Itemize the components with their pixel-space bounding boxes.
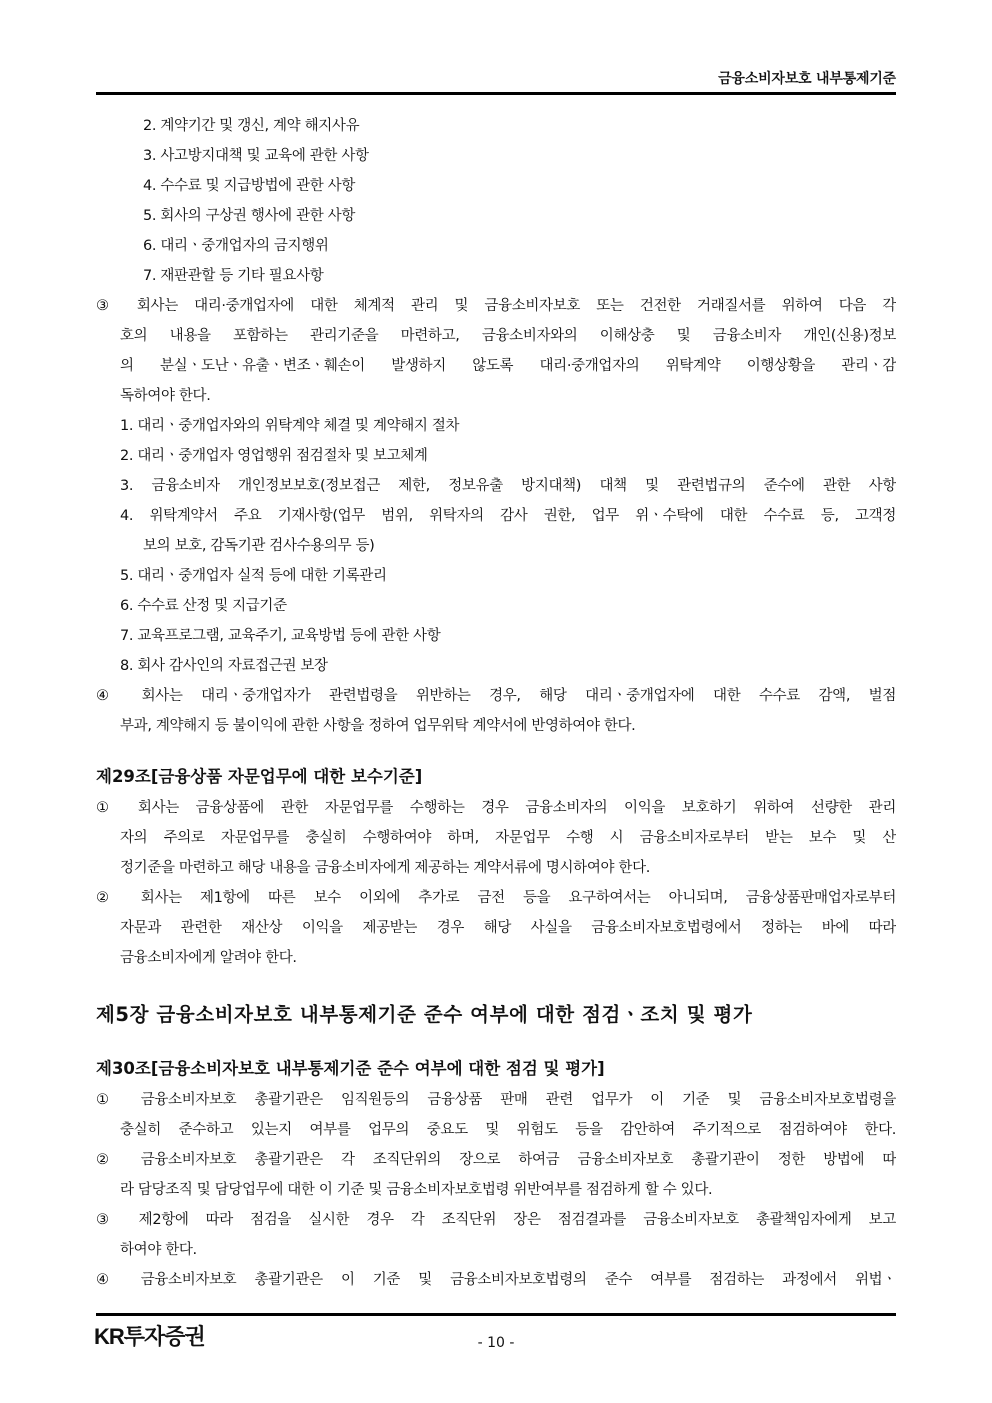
header-divider — [96, 92, 896, 95]
text-line: 의 분실ㆍ도난ㆍ유출ㆍ변조ㆍ훼손이 발생하지 않도록 대리·중개업자의 위탁계약 이행상황을 관리ㆍ감 — [120, 358, 896, 374]
text-line: 부과, 계약해지 등 불이익에 관한 사항을 정하여 업무위탁 계약서에 반영하여야 한다. — [120, 718, 636, 734]
spacer — [96, 741, 896, 761]
document-body — [96, 111, 896, 1295]
text-line: ① 금융소비자보호 총괄기관은 임직원등의 금융상품 판매 관련 업무가 이 기준 및 금융소비자보호법령을 — [96, 1092, 896, 1108]
text-line: 보의 보호, 감독기관 검사수용의무 등) — [143, 538, 375, 554]
text-line: 충실히 준수하고 있는지 여부를 업무의 중요도 및 위험도 등을 감안하여 주기적으로 점검하여야 한다. — [120, 1122, 896, 1138]
text-line: 7. 재판관할 등 기타 필요사항 — [143, 268, 324, 284]
text-line: 4. 위탁계약서 주요 기재사항(업무 범위, 위탁자의 감사 권한, 업무 위ㆍ수탁에 대한 수수료 등, 고객정 — [120, 508, 896, 524]
text-line: 2. 계약기간 및 갱신, 계약 해지사유 — [143, 118, 360, 134]
text-line: 하여야 한다. — [120, 1242, 197, 1258]
page-number: - 10 - — [477, 1335, 515, 1351]
article-heading: 제29조[금융상품 자문업무에 대한 보수기준] — [96, 767, 423, 786]
text-line: 독하여야 한다. — [120, 388, 211, 404]
text-line: 정기준을 마련하고 해당 내용을 금융소비자에게 제공하는 계약서류에 명시하여야 한다. — [120, 860, 650, 876]
spacer — [96, 973, 896, 993]
article-heading: 제30조[금융소비자보호 내부통제기준 준수 여부에 대한 점검 및 평가] — [96, 1059, 605, 1078]
text-line: 5. 대리ㆍ중개업자 실적 등에 대한 기록관리 — [120, 568, 387, 584]
text-line: 4. 수수료 및 지급방법에 관한 사항 — [143, 178, 355, 194]
text-line: 3. 사고방지대책 및 교육에 관한 사항 — [143, 148, 369, 164]
text-line: 5. 회사의 구상권 행사에 관한 사항 — [143, 208, 355, 224]
text-line: 호의 내용을 포함하는 관리기준을 마련하고, 금융소비자와의 이해상충 및 금융소비자 개인(신용)정보 — [120, 328, 896, 344]
spacer — [96, 1037, 896, 1053]
text-line: ① 회사는 금융상품에 관한 자문업무를 수행하는 경우 금융소비자의 이익을 보호하기 위하여 선량한 관리 — [96, 800, 896, 816]
text-line: ② 금융소비자보호 총괄기관은 각 조직단위의 장으로 하여금 금융소비자보호 총괄기관이 정한 방법에 따 — [96, 1152, 896, 1168]
text-line: ③ 제2항에 따라 점검을 실시한 경우 각 조직단위 장은 점검결과를 금융소비자보호 총괄책임자에게 보고 — [96, 1212, 896, 1228]
text-line: ④ 회사는 대리ㆍ중개업자가 관련법령을 위반하는 경우, 해당 대리ㆍ중개업자에 대한 수수료 감액, 벌점 — [96, 688, 896, 704]
text-line: 라 담당조직 및 담당업무에 대한 이 기준 및 금융소비자보호법령 위반여부를 점검하게 할 수 있다. — [120, 1182, 713, 1198]
text-line: 3. 금융소비자 개인정보보호(정보접근 제한, 정보유출 방지대책) 대책 및 관련법규의 준수에 관한 사항 — [120, 478, 896, 494]
text-line: 6. 대리ㆍ중개업자의 금지행위 — [143, 238, 329, 254]
text-line: 1. 대리ㆍ중개업자와의 위탁계약 체결 및 계약해지 절차 — [120, 418, 460, 434]
footer-divider — [96, 1313, 896, 1316]
text-line: 자의 주의로 자문업무를 충실히 수행하여야 하며, 자문업무 수행 시 금융소비자로부터 받는 보수 및 산 — [120, 830, 896, 846]
text-line: ④ 금융소비자보호 총괄기관은 이 기준 및 금융소비자보호법령의 준수 여부를 점검하는 과정에서 위법ㆍ — [96, 1272, 896, 1288]
text-line: ③ 회사는 대리·중개업자에 대한 체계적 관리 및 금융소비자보호 또는 건전한 거래질서를 위하여 다음 각 — [96, 298, 896, 314]
text-line: 6. 수수료 산정 및 지급기준 — [120, 598, 287, 614]
text-line: 금융소비자에게 알려야 한다. — [120, 950, 297, 966]
text-line: 7. 교육프로그램, 교육주기, 교육방법 등에 관한 사항 — [120, 628, 441, 644]
page-header-title: 금융소비자보호 내부통제기준 — [718, 71, 896, 87]
text-line: 8. 회사 감사인의 자료접근권 보장 — [120, 658, 328, 674]
chapter-heading: 제5장 금융소비자보호 내부통제기준 준수 여부에 대한 점검ㆍ조치 및 평가 — [96, 1003, 753, 1026]
text-line: 자문과 관련한 재산상 이익을 제공받는 경우 해당 사실을 금융소비자보호법령에서 정하는 바에 따라 — [120, 920, 896, 936]
text-line: ② 회사는 제1항에 따른 보수 이외에 추가로 금전 등을 요구하여서는 아니되며, 금융상품판매업자로부터 — [96, 890, 896, 906]
text-line: 2. 대리ㆍ중개업자 영업행위 점검절차 및 보고체계 — [120, 448, 428, 464]
company-logo: KR투자증권 — [94, 1324, 205, 1349]
